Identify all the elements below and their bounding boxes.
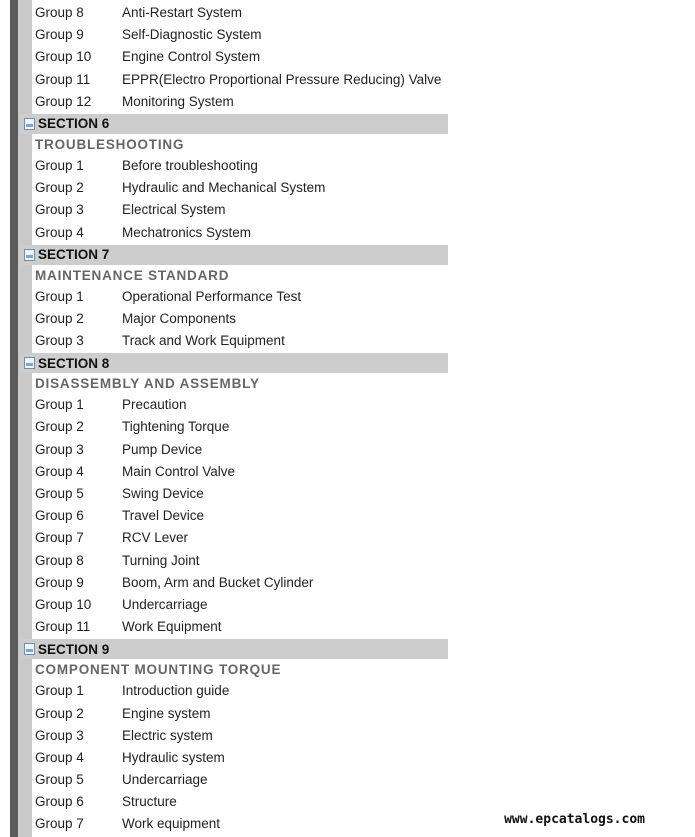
group-title: Major Components — [122, 310, 237, 326]
toc-row-link[interactable] — [20, 308, 450, 330]
section-label: SECTION 7 — [38, 247, 110, 263]
section-header[interactable] — [20, 114, 448, 134]
watermark: www.epcatalogs.com — [504, 812, 645, 827]
document-icon — [24, 249, 35, 261]
toc-row-link[interactable] — [20, 791, 450, 813]
toc-row-link[interactable] — [20, 439, 450, 461]
group-title: Pump Device — [122, 441, 203, 457]
toc-row-link[interactable] — [20, 813, 450, 835]
section-label: SECTION 6 — [38, 116, 110, 132]
section-header[interactable] — [20, 245, 448, 265]
document-icon — [24, 643, 35, 655]
group-title: Precaution — [122, 397, 187, 413]
toc-row-link[interactable] — [20, 769, 450, 791]
toc-row-link[interactable] — [20, 527, 450, 549]
toc-row-link[interactable] — [20, 461, 450, 483]
toc-row-link[interactable] — [20, 2, 450, 24]
group-title: Hydraulic and Mechanical System — [122, 180, 326, 196]
group-number: Group 9 — [35, 574, 84, 590]
group-title: Undercarriage — [122, 772, 208, 788]
toc-row-link[interactable] — [20, 330, 450, 352]
toc-row-link[interactable] — [20, 680, 450, 702]
group-title: Tightening Torque — [122, 419, 230, 435]
toc-row-link[interactable] — [20, 69, 450, 91]
group-title: Anti-Restart System — [122, 5, 243, 20]
group-title: Main Control Valve — [122, 463, 236, 479]
section-title: TROUBLESHOOTING — [35, 136, 185, 152]
group-number: Group 12 — [35, 93, 92, 109]
group-title: RCV Lever — [122, 530, 189, 546]
toc-row-link[interactable] — [20, 505, 450, 527]
toc-row-link[interactable] — [20, 550, 450, 572]
group-number: Group 9 — [35, 27, 84, 43]
toc-row-link[interactable] — [20, 46, 450, 68]
group-number: Group 11 — [35, 619, 91, 635]
section-title: DISASSEMBLY AND ASSEMBLY — [35, 376, 260, 392]
toc-row-link[interactable] — [20, 177, 450, 199]
group-number: Group 6 — [35, 794, 84, 810]
section-label: SECTION 9 — [38, 641, 110, 657]
group-number: Group 1 — [35, 683, 84, 699]
document-icon — [24, 118, 35, 130]
sections — [20, 114, 450, 836]
group-number: Group 1 — [35, 288, 84, 304]
group-number: Group 4 — [35, 749, 84, 765]
group-number: Group 2 — [35, 419, 84, 435]
left-border-bar — [10, 0, 18, 837]
group-title: Boom, Arm and Bucket Cylinder — [122, 574, 314, 590]
group-number: Group 8 — [35, 5, 84, 20]
group-title: Turning Joint — [122, 552, 200, 568]
group-title: Operational Performance Test — [122, 288, 302, 304]
toc-row-link[interactable] — [20, 155, 450, 177]
document-icon — [24, 357, 35, 369]
group-title: Introduction guide — [122, 683, 230, 699]
group-number: Group 7 — [35, 816, 84, 832]
toc-row-link[interactable] — [20, 747, 450, 769]
group-title: Monitoring System — [122, 93, 234, 109]
group-number: Group 10 — [35, 49, 92, 65]
group-number: Group 5 — [35, 772, 84, 788]
group-number: Group 2 — [35, 705, 84, 721]
toc-row-link[interactable] — [20, 286, 450, 308]
group-number: Group 1 — [35, 397, 84, 413]
group-number: Group 3 — [35, 333, 84, 349]
group-number: Group 7 — [35, 530, 84, 546]
group-title: Electrical System — [122, 202, 226, 218]
group-number: Group 3 — [35, 441, 84, 457]
group-number: Group 2 — [35, 310, 84, 326]
toc-row-link[interactable] — [20, 483, 450, 505]
group-number: Group 11 — [35, 71, 91, 87]
section-header[interactable] — [20, 353, 448, 373]
section-label: SECTION 8 — [38, 355, 110, 371]
group-number: Group 2 — [35, 180, 84, 196]
group-title: Electric system — [122, 727, 213, 743]
toc-row-link[interactable] — [20, 725, 450, 747]
toc-row-link[interactable] — [20, 416, 450, 438]
toc-row-link[interactable] — [20, 24, 450, 46]
toc-row-link[interactable] — [20, 199, 450, 221]
toc-list — [20, 2, 450, 836]
group-number: Group 5 — [35, 486, 84, 501]
group-title: EPPR(Electro Proportional Pressure Reducing) Valve — [122, 71, 442, 87]
group-number: Group 6 — [35, 508, 84, 524]
group-title: Track and Work Equipment — [122, 333, 285, 349]
group-number: Group 1 — [35, 157, 84, 173]
toc-row-link[interactable] — [20, 222, 450, 244]
group-number: Group 3 — [35, 202, 84, 218]
section-header[interactable] — [20, 639, 448, 659]
section-title: MAINTENANCE STANDARD — [35, 267, 230, 283]
group-title: Structure — [122, 794, 177, 810]
section-title: COMPONENT MOUNTING TORQUE — [35, 662, 282, 678]
toc-row-link[interactable] — [20, 703, 450, 725]
group-number: Group 8 — [35, 552, 84, 568]
toc-row-link[interactable] — [20, 572, 450, 594]
group-number: Group 4 — [35, 224, 84, 240]
top-rows — [20, 2, 450, 113]
group-title: Engine system — [122, 705, 211, 721]
group-number: Group 4 — [35, 463, 84, 479]
group-number: Group 10 — [35, 596, 92, 612]
toc-row-link[interactable] — [20, 91, 450, 113]
group-title: Work Equipment — [122, 619, 222, 635]
group-title: Undercarriage — [122, 596, 208, 612]
group-title: Work equipment — [122, 816, 221, 832]
group-title: Mechatronics System — [122, 224, 252, 240]
group-title: Before troubleshooting — [122, 157, 258, 173]
group-title: Self-Diagnostic System — [122, 27, 262, 43]
toc-row-link[interactable] — [20, 616, 450, 638]
group-title: Engine Control System — [122, 49, 261, 65]
toc-row-link[interactable] — [20, 394, 450, 416]
group-number: Group 3 — [35, 727, 84, 743]
group-title: Swing Device — [122, 486, 204, 501]
toc-row-link[interactable] — [20, 594, 450, 616]
group-title: Hydraulic system — [122, 749, 225, 765]
group-title: Travel Device — [122, 508, 205, 524]
